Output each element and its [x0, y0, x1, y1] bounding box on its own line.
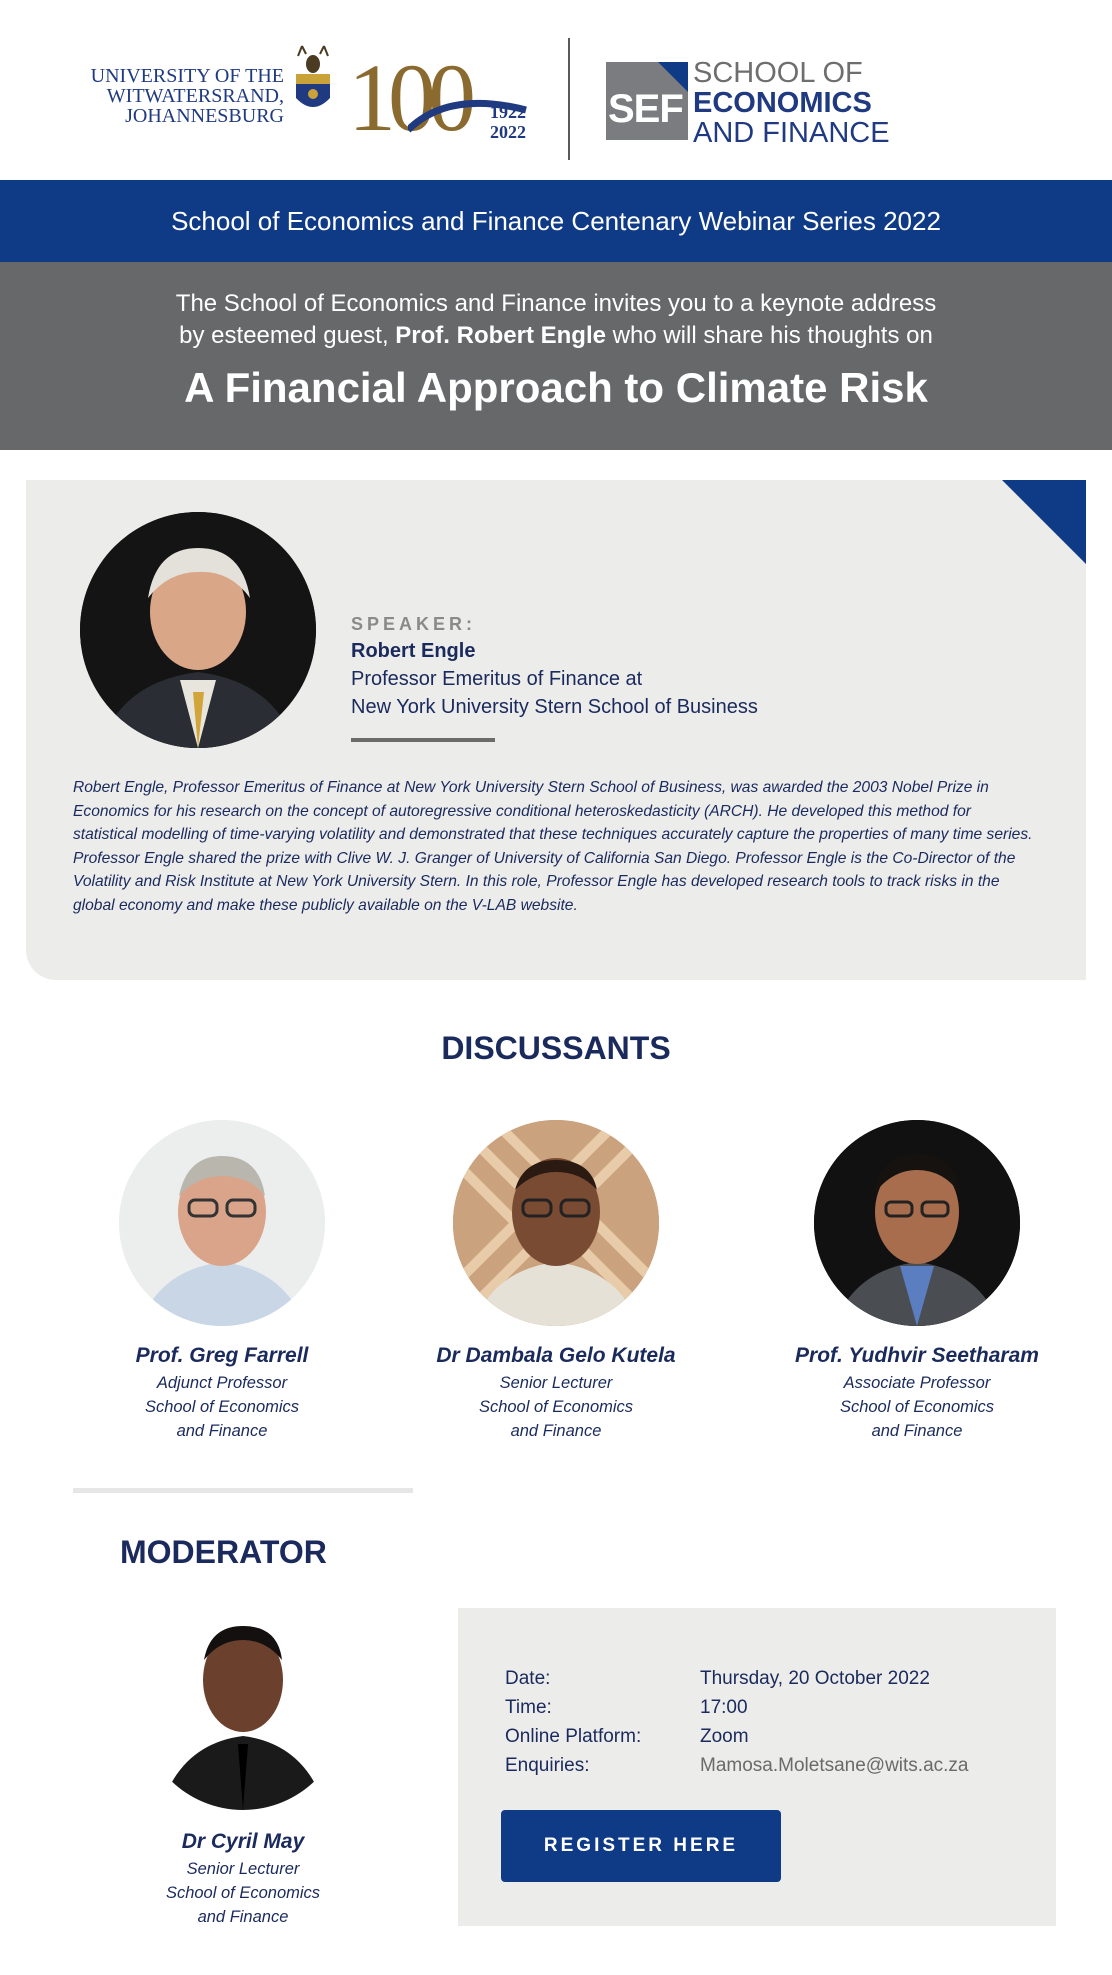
register-button[interactable]: REGISTER HERE	[501, 1810, 781, 1882]
discussant-title-2: Senior Lecturer	[499, 1374, 613, 1392]
discussants-heading: DISCUSSANTS	[441, 1030, 671, 1066]
moderator-dept-a: School of Economics	[165, 1884, 321, 1902]
centenary-year-start: 1922	[490, 102, 526, 122]
platform-value: Zoom	[700, 1726, 749, 1747]
speaker-bio: Robert Engle, Professor Emeritus of Finance at New York University Stern School of Business, was awarded the 2003 Nobel Prize in Economics for his research on the concept of autoregressive conditional heteroskedasticity (ARCH). He developed this method for statistical modelling of time-varying volatility and demonstrated that these techniques accurately capture the properties of many time series. Professor Engle shared the prize with Clive W. J. Granger of University of California San Diego. Professor Engle is the Co-Director of the Volatility and Risk Institute at New York University Stern. In this role, Professor Engle has developed research tools to track risks in the global economy and make these publicly available on the V-LAB website.	[73, 779, 1033, 914]
series-banner	[0, 180, 1112, 262]
speaker-role-line-1: Professor Emeritus of Finance at	[351, 668, 643, 690]
time-label: Time:	[505, 1697, 552, 1718]
moderator-photo	[140, 1604, 346, 1810]
speaker-divider	[351, 738, 495, 742]
discussant-name-2: Dr Dambala Gelo Kutela	[436, 1344, 676, 1367]
discussant-dept-3b: and Finance	[871, 1422, 963, 1440]
discussant-name-3: Prof. Yudhvir Seetharam	[795, 1344, 1039, 1367]
time-value: 17:00	[700, 1697, 748, 1718]
invite-guest-name: Prof. Robert Engle	[395, 322, 606, 349]
school-line-1: SCHOOL OF	[693, 57, 863, 89]
speaker-role-line-2: New York University Stern School of Business	[351, 696, 758, 718]
talk-title: A Financial Approach to Climate Risk	[184, 364, 928, 411]
discussant-name-1: Prof. Greg Farrell	[135, 1344, 309, 1367]
moderator-heading: MODERATOR	[120, 1534, 327, 1570]
discussant-dept-1a: School of Economics	[144, 1398, 300, 1416]
discussant-dept-3a: School of Economics	[839, 1398, 995, 1416]
discussant-dept-2b: and Finance	[510, 1422, 602, 1440]
date-value: Thursday, 20 October 2022	[700, 1668, 930, 1689]
university-crest-icon	[288, 42, 338, 122]
card-corner-accent	[1002, 480, 1086, 564]
series-title: School of Economics and Finance Centenary Webinar Series 2022	[171, 206, 941, 236]
discussant-dept-2a: School of Economics	[478, 1398, 634, 1416]
speaker-name: Robert Engle	[351, 640, 476, 662]
university-line-2: WITWATERSRAND,	[106, 85, 284, 107]
sef-abbrev: SEF	[608, 87, 683, 131]
moderator-portrait-icon	[140, 1604, 346, 1810]
discussant-title-3: Associate Professor	[843, 1374, 991, 1392]
date-label: Date:	[505, 1668, 551, 1689]
moderator-name: Dr Cyril May	[181, 1830, 305, 1853]
enquiries-label: Enquiries:	[505, 1755, 590, 1776]
invite-line-2-suffix: who will share his thoughts on	[612, 322, 933, 349]
discussant-photo-1	[119, 1120, 325, 1326]
school-name	[693, 58, 890, 148]
school-line-3: AND FINANCE	[693, 117, 890, 149]
speaker-label: SPEAKER:	[351, 614, 477, 634]
discussant-photo-3	[814, 1120, 1020, 1326]
university-name	[56, 66, 284, 126]
speaker-photo	[80, 512, 316, 748]
sef-logo	[606, 62, 688, 140]
university-line-3: JOHANNESBURG	[125, 105, 284, 127]
moderator-dept-b: and Finance	[197, 1908, 289, 1926]
discussant-portrait-icon	[453, 1120, 659, 1326]
platform-label: Online Platform:	[505, 1726, 642, 1747]
school-line-2: ECONOMICS	[693, 87, 872, 119]
speaker-portrait-icon	[80, 512, 316, 748]
centenary-logo	[348, 44, 528, 151]
discussant-portrait-icon	[119, 1120, 325, 1326]
discussant-dept-1b: and Finance	[176, 1422, 268, 1440]
invite-line-2-prefix: by esteemed guest,	[179, 322, 389, 349]
invite-banner	[0, 262, 1112, 450]
header-divider	[568, 38, 570, 160]
centenary-number: 100	[348, 44, 468, 151]
section-divider	[73, 1488, 413, 1493]
invite-line-2	[0, 320, 1112, 352]
centenary-year-end: 2022	[490, 122, 526, 142]
discussant-photo-2	[453, 1120, 659, 1326]
discussant-portrait-icon	[814, 1120, 1020, 1326]
discussant-title-1: Adjunct Professor	[156, 1374, 288, 1392]
moderator-title: Senior Lecturer	[186, 1860, 300, 1878]
university-line-1: UNIVERSITY OF THE	[90, 65, 284, 87]
enquiries-email-link[interactable]: Mamosa.Moletsane@wits.ac.za	[700, 1755, 969, 1776]
invite-line-1: The School of Economics and Finance invites you to a keynote address	[175, 290, 937, 317]
